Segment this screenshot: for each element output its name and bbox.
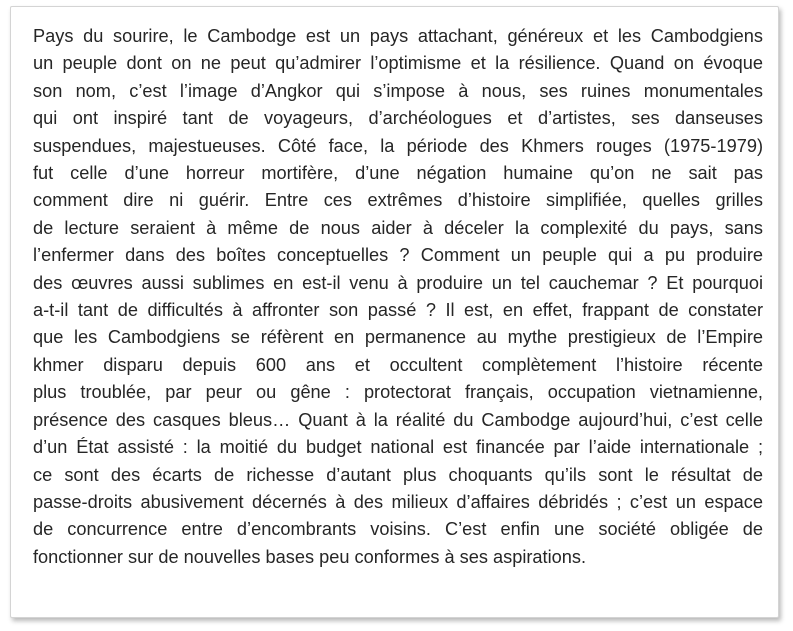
paragraph-line: son nom, c’est l’image d’Angkor qui s’impose à nous, ses ruines monumentales bbox=[33, 80, 763, 101]
paragraph-line: un peuple dont on ne peut qu’admirer l’optimisme et la résilience. Quand on évoque bbox=[33, 53, 763, 74]
paragraph-line: ce sont des écarts de richesse d’autant plus choquants qu’ils sont le résultat de bbox=[33, 464, 763, 485]
paragraph-line: fonctionner sur de nouvelles bases peu conformes à ses aspirations. bbox=[33, 546, 587, 567]
paragraph-line: des œuvres aussi sublimes en est-il venu à produire un tel cauchemar ? Et pourquoi bbox=[33, 272, 763, 293]
text-card bbox=[10, 6, 779, 618]
paragraph-line: de concurrence entre d’encombrants voisins. C’est enfin une société obligée de bbox=[33, 519, 763, 540]
paragraph-line: passe-droits abusivement décernés à des milieux d’affaires débridés ; c’est un espace bbox=[33, 491, 763, 512]
paragraph-line: plus troublée, par peur ou gêne : protectorat français, occupation vietnamienne, bbox=[33, 382, 763, 403]
paragraph-line: suspendues, majestueuses. Côté face, la période des Khmers rouges (1975-1979) bbox=[33, 135, 763, 156]
paragraph-line: l’enfermer dans des boîtes conceptuelles ? Comment un peuple qui a pu produire bbox=[33, 245, 763, 266]
paragraph-line: comment dire ni guérir. Entre ces extrêmes d’histoire simplifiée, quelles grilles bbox=[33, 190, 763, 211]
paragraph-line: présence des casques bleus… Quant à la réalité du Cambodge aujourd’hui, c’est celle bbox=[33, 409, 763, 430]
paragraph-line: que les Cambodgiens se réfèrent en permanence au mythe prestigieux de l’Empire bbox=[33, 327, 763, 348]
paragraph-line: de lecture seraient à même de nous aider à déceler la complexité du pays, sans bbox=[33, 217, 763, 238]
paragraph-line: d’un État assisté : la moitié du budget national est financée par l’aide internationale ; bbox=[33, 437, 763, 458]
paragraph-line: qui ont inspiré tant de voyageurs, d’archéologues et d’artistes, ses danseuses bbox=[33, 108, 763, 129]
paragraph-line: Pays du sourire, le Cambodge est un pays attachant, généreux et les Cambodgiens bbox=[33, 26, 763, 46]
paragraph-line: a-t-il tant de difficultés à affronter son passé ? Il est, en effet, frappant de constater bbox=[33, 300, 763, 321]
paragraph-text bbox=[33, 23, 763, 571]
paragraph-line: khmer disparu depuis 600 ans et occultent complètement l’histoire récente bbox=[33, 354, 763, 375]
paragraph-line: fut celle d’une horreur mortifère, d’une négation humaine qu’on ne sait pas bbox=[33, 163, 763, 184]
